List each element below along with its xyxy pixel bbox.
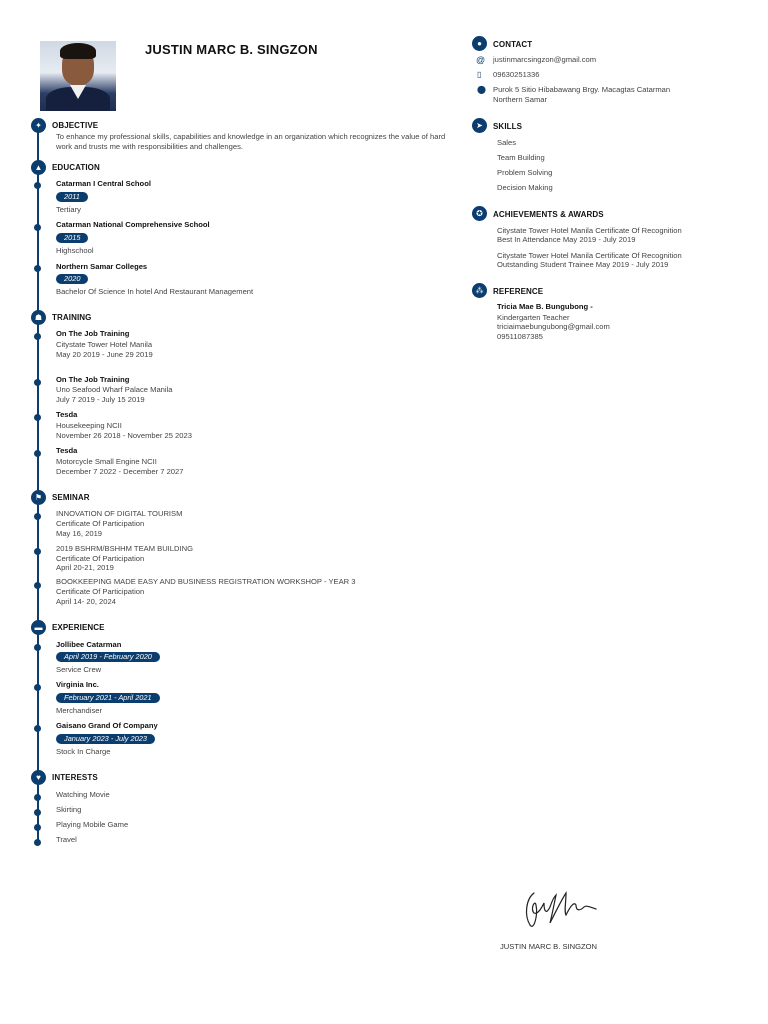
timeline-line — [37, 131, 39, 845]
experience-role: Stock In Charge — [56, 747, 111, 756]
users-icon: ⁂ — [472, 283, 487, 298]
experience-role: Service Crew — [56, 665, 102, 674]
timeline-dot — [34, 582, 41, 589]
interest-item: Watching Movie — [56, 790, 110, 799]
phone-icon: ▯ — [477, 70, 482, 79]
objective-text: To enhance my professional skills, capabilities and knowledge in an organization which recognizes the value of hard work and trusts me with responsibilities and challenges. — [56, 132, 446, 151]
achievement-line2: Best In Attendance May 2019 - July 2019 — [497, 235, 636, 244]
signature-name: JUSTIN MARC B. SINGZON — [500, 942, 598, 951]
timeline-dot — [34, 265, 41, 272]
rocket-icon: ➤ — [472, 118, 487, 133]
contact-email[interactable]: justinmarcsingzon@gmail.com — [493, 55, 597, 64]
education-year-badge: 2020 — [56, 274, 88, 284]
profile-photo — [40, 41, 116, 111]
award-icon: ✪ — [472, 206, 487, 221]
location-pin-icon: ⬤ — [477, 85, 486, 94]
experience-company: Jollibee Catarman — [56, 640, 122, 649]
training-title: TRAINING — [52, 313, 92, 322]
education-school: Catarman I Central School — [56, 179, 151, 188]
skills-title: SKILLS — [493, 122, 523, 131]
contact-title: CONTACT — [493, 40, 533, 49]
timeline-dot — [34, 414, 41, 421]
reference-phone: 09511087385 — [497, 332, 543, 341]
interest-item: Playing Mobile Game — [56, 820, 129, 829]
education-year-badge: 2015 — [56, 233, 88, 243]
seminar-name: 2019 BSHRM/BSHHM TEAM BUILDING — [56, 544, 194, 553]
contact-phone: 09630251336 — [493, 70, 540, 79]
education-level: Highschool — [56, 246, 94, 255]
achievements-title: ACHIEVEMENTS & AWARDS — [493, 210, 604, 219]
graduation-cap-icon: ▲ — [31, 160, 46, 175]
timeline-dot — [34, 725, 41, 732]
skill-item: Problem Solving — [497, 168, 553, 177]
experience-period-badge: February 2021 - April 2021 — [56, 693, 160, 703]
heart-icon: ♥ — [31, 770, 46, 785]
timeline-dot — [34, 548, 41, 555]
experience-title: EXPERIENCE — [52, 623, 105, 632]
timeline-dot — [34, 809, 41, 816]
at-icon: @ — [476, 55, 486, 65]
training-place: Motorcycle Small Engine NCII — [56, 457, 157, 466]
experience-period-badge: April 2019 - February 2020 — [56, 652, 160, 662]
interest-item: Travel — [56, 835, 77, 844]
seminar-name: BOOKKEEPING MADE EASY AND BUSINESS REGISTRATION WORKSHOP - YEAR 3 — [56, 577, 356, 586]
training-name: On The Job Training — [56, 329, 130, 338]
seminar-name: INNOVATION OF DIGITAL TOURISM — [56, 509, 183, 518]
education-school: Catarman National Comprehensive School — [56, 220, 210, 229]
seminar-cert: Certificate Of Participation — [56, 519, 145, 528]
skill-item: Sales — [497, 138, 516, 147]
training-date: December 7 2022 - December 7 2027 — [56, 467, 184, 476]
skill-item: Team Building — [497, 153, 545, 162]
seminar-title: SEMINAR — [52, 493, 90, 502]
training-place: Uno Seafood Wharf Palace Manila — [56, 385, 173, 394]
training-date: November 26 2018 - November 25 2023 — [56, 431, 192, 440]
timeline-dot — [34, 684, 41, 691]
seminar-cert: Certificate Of Participation — [56, 587, 145, 596]
education-level: Tertiary — [56, 205, 81, 214]
timeline-dot — [34, 824, 41, 831]
resume-name: JUSTIN MARC B. SINGZON — [145, 42, 318, 57]
crosshair-icon: ✦ — [31, 118, 46, 133]
user-icon: ● — [472, 36, 487, 51]
education-school: Northern Samar Colleges — [56, 262, 148, 271]
training-name: Tesda — [56, 410, 78, 419]
timeline-dot — [34, 644, 41, 651]
skill-item: Decision Making — [497, 183, 553, 192]
reference-email[interactable]: triciaimaebungubong@gmail.com — [497, 322, 610, 331]
education-year-badge: 2011 — [56, 192, 88, 202]
experience-company: Gaisano Grand Of Company — [56, 721, 158, 730]
training-place: Citystate Tower Hotel Manila — [56, 340, 153, 349]
signature-image — [520, 885, 602, 933]
training-name: Tesda — [56, 446, 78, 455]
objective-title: OBJECTIVE — [52, 121, 99, 130]
seminar-date: April 20-21, 2019 — [56, 563, 114, 572]
timeline-dot — [34, 333, 41, 340]
seminar-date: May 16, 2019 — [56, 529, 103, 538]
timeline-dot — [34, 839, 41, 846]
interest-item: Skirting — [56, 805, 82, 814]
experience-period-badge: January 2023 - July 2023 — [56, 734, 155, 744]
briefcase-icon: ▬ — [31, 620, 46, 635]
interests-title: INTERESTS — [52, 773, 98, 782]
flag-icon: ⚑ — [31, 490, 46, 505]
timeline-dot — [34, 450, 41, 457]
training-name: On The Job Training — [56, 375, 130, 384]
training-date: July 7 2019 - July 15 2019 — [56, 395, 145, 404]
training-place: Housekeeping NCII — [56, 421, 122, 430]
timeline-dot — [34, 379, 41, 386]
reference-role: Kindergarten Teacher — [497, 313, 570, 322]
achievement-line1: Citystate Tower Hotel Manila Certificate Of Recognition — [497, 251, 682, 260]
training-icon: ☗ — [31, 310, 46, 325]
seminar-cert: Certificate Of Participation — [56, 554, 145, 563]
education-level: Bachelor Of Science In hotel And Restaurant Management — [56, 287, 254, 296]
timeline-dot — [34, 513, 41, 520]
timeline-dot — [34, 794, 41, 801]
achievement-line2: Outstanding Student Trainee May 2019 - July 2019 — [497, 260, 669, 269]
timeline-dot — [34, 182, 41, 189]
seminar-date: April 14- 20, 2024 — [56, 597, 116, 606]
training-date: May 20 2019 - June 29 2019 — [56, 350, 153, 359]
contact-address-line2: Northern Samar — [493, 95, 548, 104]
experience-role: Merchandiser — [56, 706, 103, 715]
education-title: EDUCATION — [52, 163, 100, 172]
timeline-dot — [34, 224, 41, 231]
experience-company: Virginia Inc. — [56, 680, 99, 689]
reference-title: REFERENCE — [493, 287, 544, 296]
reference-name: Tricia Mae B. Bungubong - — [497, 302, 593, 311]
achievement-line1: Citystate Tower Hotel Manila Certificate Of Recognition — [497, 226, 682, 235]
contact-address-line1: Purok 5 Sitio Hibabawang Brgy. Macagtas Catarman — [493, 85, 671, 94]
